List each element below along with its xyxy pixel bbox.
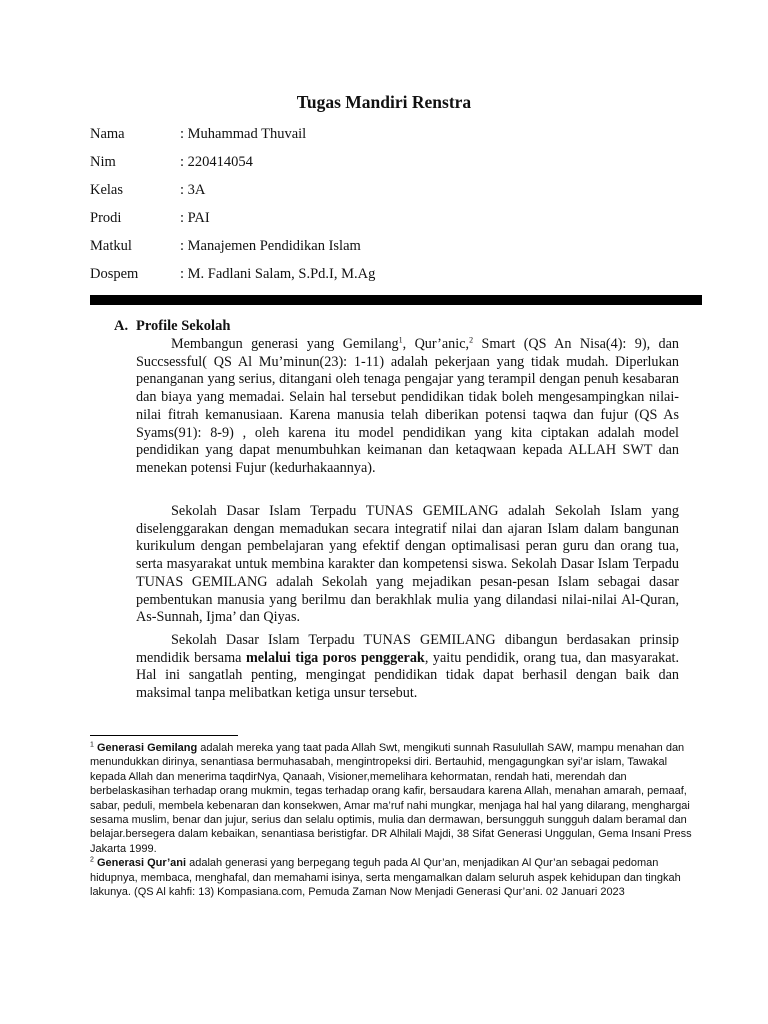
header-divider (90, 295, 702, 305)
info-row-kelas (90, 180, 375, 208)
info-row-dospem (90, 264, 375, 292)
paragraph-text: Smart (QS An Nisa(4): 9), dan Succsessful( QS Al Mu’minun(23): 1-11) adalah pekerjaan yang tidak mudah. Diperlukan penanganan yang serius, ditangani oleh tenaga pengajar yang terampil dengan penuh kesabaran dan biaya yang memadai. Selain hal tersebut pendidikan tidak boleh mengesampingkan nilai-nilai fitrah kemanusiaan. Karena manusia telah diberikan potensi taqwa dan fujur (QS As Syams(91): 8-9) , oleh karena itu model pendidikan yang kita ciptakan adalah model pendidikan yang dapat menumbuhkan keimanan dan ketaqwaan kepada ALLAH SWT dan menekan potensi Fujur (kedurhakaannya). (136, 336, 679, 476)
section-letter: A. (114, 318, 129, 334)
info-value: : Muhammad Thuvail (180, 126, 307, 142)
paragraph-text: Membangun generasi yang Gemilang (171, 336, 399, 352)
info-value: : Manajemen Pendidikan Islam (180, 238, 361, 254)
info-row-nim (90, 152, 375, 180)
paragraph-text: Sekolah Dasar Islam Terpadu TUNAS GEMILANG dibangun berdasakan prinsip mendidik bersama (136, 632, 679, 666)
footnote-separator (90, 735, 238, 736)
info-label: Dospem (90, 266, 139, 282)
paragraph-2: Sekolah Dasar Islam Terpadu TUNAS GEMILANG adalah Sekolah Islam yang diselenggarakan dengan memadukan secara integratif nilai dan ajaran Islam dalam bangunan kurikulum dengan pembelajaran yang efektif dengan optimalisasi peran guru dan orang tua, serta masyarakat untuk membina karakter dan kompetensi siswa. Sekolah Dasar Islam Terpadu TUNAS GEMILANG adalah Sekolah yang mejadikan pesan-pesan Islam sebagai dasar pembentukan manusia yang berilmu dan berakhlak mulia yang dilandasi nilai-nilai Al-Quran, As-Sunnah, Ijma’ dan Qiyas. (136, 503, 679, 626)
info-value: : PAI (180, 210, 210, 226)
info-value: : M. Fadlani Salam, S.Pd.I, M.Ag (180, 266, 376, 282)
info-row-matkul (90, 236, 375, 264)
emphasis-text: melalui tiga poros penggerak (245, 649, 425, 666)
footnote-2 (90, 856, 702, 899)
info-label: Matkul (90, 238, 132, 254)
info-value: : 3A (180, 182, 206, 198)
paragraph-text: , Qur’anic, (402, 336, 470, 352)
footnote-text: adalah mereka yang taat pada Allah Swt, mengikuti sunnah Rasulullah SAW, mampu menahan dan menundukkan dirinya, senantiasa bermuhasabah, mengintropeksi diri. Bertauhid, mengagungkan syi’ar islam, Tawakal kepada Allah dan menerima taqdirNya, Qanaah, Visioner,memelihara kehormatan, rendah hati, merendah dan berbelaskasihan terhadap orang mukmin, tegas terhadap orang kafir, bersaudara karena Allah, menahan amarah, pemaaf, sabar, peduli, membela kebenaran dan konsekwen, Amar ma’ruf nahi mungkar, menjaga hal hal yang dilarang, menghargai sesama muslim, benar dan jujur, serius dan selalu optimis, mulia dan dermawan, bersungguh sungguh dalam beramal dan belajar.bersegera dalam kebaikan, senantiasa beristigfar. DR Alhilali Majdi, 38 Sifat Generasi Unggulan, Gema Insani Press Jakarta 1999. (90, 742, 692, 855)
info-label: Nim (90, 154, 116, 170)
footnotes (90, 741, 702, 899)
info-value: : 220414054 (180, 154, 253, 170)
footnote-1 (90, 741, 702, 856)
document-title: Tugas Mandiri Renstra (296, 92, 472, 112)
footnote-term: Generasi Gemilang (96, 742, 198, 754)
info-row-nama (90, 124, 375, 152)
footnote-ref-1[interactable]: 1 (398, 335, 403, 345)
footnote-ref-2[interactable]: 2 (469, 335, 474, 345)
footnote-text: adalah generasi yang berpegang teguh pada Al Qur’an, menjadikan Al Qur’an sebagai pedoman hidupnya, membaca, menghafal, dan memahami isinya, serta mengamalkan dalam seluruh aspek kehidupan dan tingkah lakunya. (QS Al kahfi: 13) Kompasiana.com, Pemuda Zaman Now Menjadi Generasi Qur’ani. 02 Januari 2023 (90, 857, 681, 899)
identity-table (90, 124, 375, 292)
footnote-number: 2 (90, 856, 94, 864)
info-label: Prodi (90, 210, 122, 226)
section-heading: Profile Sekolah (136, 318, 231, 334)
info-label: Kelas (90, 182, 124, 198)
footnote-term: Generasi Qur’ani (96, 857, 187, 870)
info-label: Nama (90, 126, 125, 142)
info-row-prodi (90, 208, 375, 236)
footnote-number: 1 (90, 741, 94, 749)
paragraph-1 (136, 336, 679, 478)
paragraph-3 (136, 632, 679, 703)
paragraph-text: , yaitu pendidik, orang tua, dan masyarakat. Hal ini sangatlah penting, mengingat pendidikan tidak dapat berhasil dengan baik dan maksimal tanpa melibatkan ketiga unsur tersebut. (136, 649, 679, 702)
